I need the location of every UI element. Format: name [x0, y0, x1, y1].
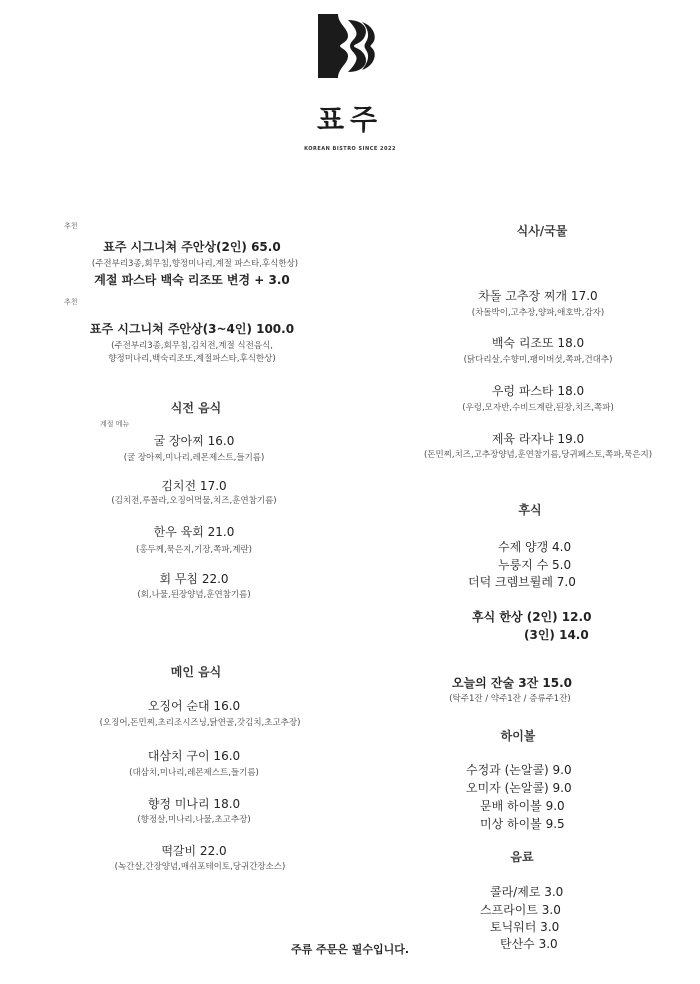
menu-item-desc: (김치전,루꼴라,오징어먹물,치즈,훈연참기름) [111, 496, 277, 506]
footer-note: 주류 주문은 필수입니다. [290, 943, 410, 956]
highball-title: 하이볼 [500, 729, 536, 743]
menu-item-desc: (굴 장아찌,미나리,레몬제스트,들기름) [123, 453, 265, 463]
drink-set-desc: (탁주1잔 / 약주1잔 / 증류주1잔) [449, 694, 571, 704]
menu-item-name: 콜라/제로 3.0 [490, 885, 564, 899]
menu-item-name: 백숙 리조또 18.0 [491, 336, 585, 350]
recommend-tag: 추천 [64, 298, 78, 306]
menu-item-name: 토닉워터 3.0 [490, 920, 560, 934]
menu-item-name: 우렁 파스타 18.0 [491, 384, 585, 398]
menu-item-name: 대삼치 구이 16.0 [147, 749, 241, 763]
signature-set-4-desc-1: (주전부리3종,회무침,김치전,계절 식전음식, [111, 341, 273, 351]
menu-item-desc: (향정살,미나리,나물,초고추장) [137, 815, 251, 825]
appetizers-title: 식전 음식 [170, 401, 222, 415]
menu-item-name: 오징어 순대 16.0 [147, 699, 241, 713]
menu-item-name: 한우 육회 21.0 [153, 525, 235, 539]
signature-set-2-desc: (주전부리3종,회무침,향정미나리,계절 파스타,후식한상) [91, 259, 299, 269]
menu-item-name: 굴 장아찌 16.0 [153, 434, 235, 448]
brand-name: 표주 [316, 103, 384, 136]
menu-item-name: 문배 하이볼 9.0 [480, 799, 565, 813]
menu-item-desc: (닭다리살,수향미,팽이버섯,쪽파,건대추) [463, 355, 613, 365]
menu-item-name: 수정과 (논알콜) 9.0 [466, 763, 572, 777]
menu-item-name: 수제 양갱 4.0 [498, 540, 572, 554]
menu-item-desc: (홍두께,묵은지,기장,쪽파,계란) [136, 545, 252, 555]
signature-set-2-name: 표주 시그니쳐 주안상(2인) 65.0 [103, 240, 281, 254]
brand-subtitle: KOREAN BISTRO SINCE 2022 [304, 146, 396, 152]
beverages-title: 음료 [510, 850, 534, 864]
menu-item-name: 오미자 (논알콜) 9.0 [466, 781, 572, 795]
menu-item-name: 미상 하이볼 9.5 [480, 817, 565, 831]
menu-item-name: 회 무침 22.0 [159, 572, 229, 586]
menu-item-desc: (대삼치,미나리,레몬제스트,들기름) [129, 768, 259, 778]
meals-title: 식사/국물 [516, 224, 568, 238]
menu-item-name: 떡갈비 22.0 [161, 844, 227, 858]
signature-set-4-name: 표주 시그니쳐 주안상(3~4인) 100.0 [89, 322, 295, 336]
desserts-title: 후식 [518, 503, 542, 517]
menu-item-name: 김치전 17.0 [161, 479, 227, 493]
menu-item-name: 더덕 크렘브륄레 7.0 [468, 575, 576, 589]
dessert-set-3: (3인) 14.0 [524, 628, 589, 642]
menu-item-desc: (회,나물,된장양념,훈연참기름) [137, 590, 251, 600]
menu-item-desc: (우렁,모자반,수비드계란,된장,치즈,쪽파) [462, 403, 614, 413]
menu-item-name: 누룽지 수 5.0 [498, 558, 572, 572]
dessert-set-2: 후식 한상 (2인) 12.0 [472, 610, 592, 624]
brand-logo-icon [318, 14, 382, 78]
menu-item-desc: (오징어,돈민찌,초리조시즈닝,닭연골,갓김치,초고추장) [99, 718, 301, 728]
drink-set-name: 오늘의 잔술 3잔 15.0 [451, 676, 573, 690]
menu-item-desc: (돈민찌,치즈,고추장양념,훈연참기름,당귀페스토,쪽파,묵은지) [423, 450, 653, 460]
mains-title: 메인 음식 [170, 665, 222, 679]
seasonal-tag: 계절 메뉴 [100, 420, 130, 428]
menu-item-desc: (녹간살,간장양념,매쉬포테이토,당귀간장소스) [114, 862, 286, 872]
menu-item-name: 스프라이트 3.0 [480, 903, 561, 917]
menu-item-name: 탄산수 3.0 [500, 937, 558, 951]
menu-item-desc: (차돌박이,고추장,양파,애호박,감자) [471, 308, 605, 318]
recommend-tag: 추천 [64, 222, 78, 230]
menu-item-name: 차돌 고추장 찌개 17.0 [478, 289, 598, 303]
signature-set-4-desc-2: 향정미나리,백숙리조또,계절파스타,후식한상) [108, 354, 276, 364]
signature-set-2-option: 계절 파스타 백숙 리조또 변경 + 3.0 [94, 273, 290, 287]
menu-item-name: 향정 미나리 18.0 [147, 797, 241, 811]
menu-item-name: 제육 라자냐 19.0 [491, 432, 585, 446]
